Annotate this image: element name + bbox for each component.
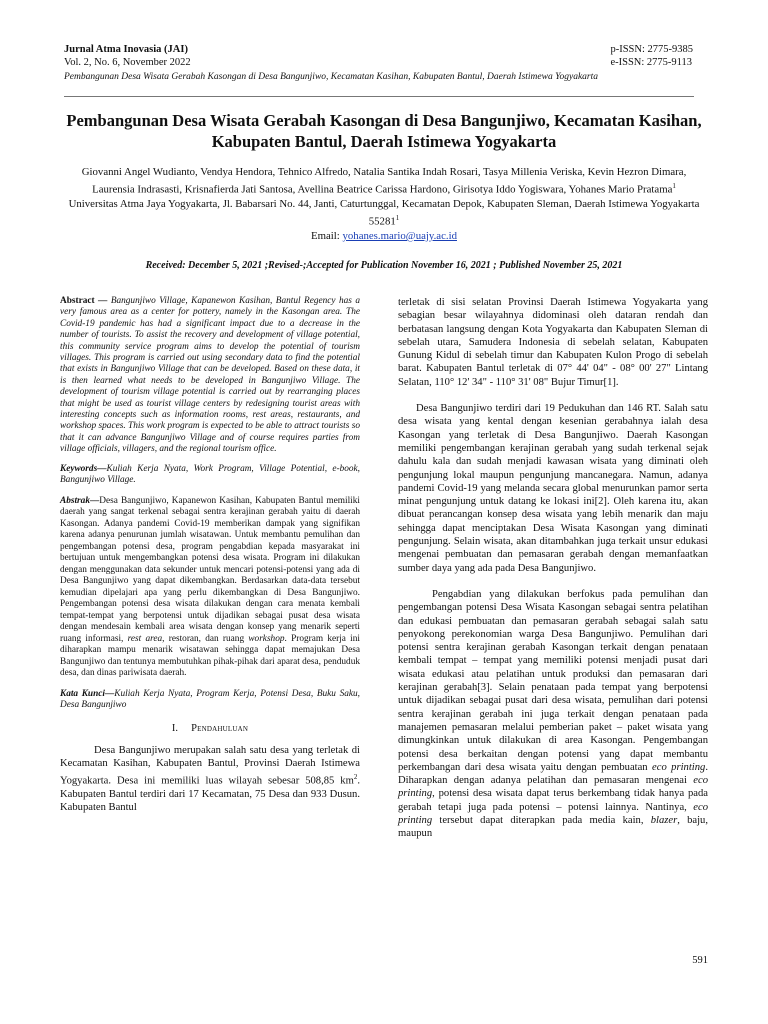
paper-title: Pembangunan Desa Wisata Gerabah Kasongan di Desa Bangunjiwo, Kecamatan Kasihan, Kabupaten Bantul, Daerah Istimewa Yogyakarta [66, 111, 702, 151]
journal-header-left [64, 43, 191, 69]
eco-printing-1: eco printing [652, 761, 706, 773]
abstrak-workshop: workshop [248, 633, 285, 644]
header-divider [64, 96, 694, 97]
intro-paragraph-left [60, 744, 360, 815]
email-link[interactable]: yohanes.mario@uajy.ac.id [342, 230, 457, 242]
section-title: Pendahuluan [191, 723, 249, 735]
section-number: I. [171, 723, 178, 735]
abstrak-indonesian [60, 496, 360, 680]
blazer-term: blazer [650, 814, 678, 826]
kata-kunci-lead: Kata Kunci— [60, 688, 115, 699]
abstract-lead: Abstract — [60, 296, 111, 306]
kata-kunci-text: Kuliah Kerja Nyata, Program Kerja, Potensi Desa, Buku Saku, Desa Bangunjiwo [60, 688, 360, 710]
keywords-lead: Keywords— [60, 463, 107, 474]
author-sup: 1 [672, 182, 676, 191]
journal-name: Jurnal Atma Inovasia (JAI) [64, 44, 188, 55]
author-block [64, 165, 704, 243]
page-number: 591 [692, 955, 708, 966]
abstrak-rest-area: rest area [127, 633, 163, 644]
paragraph-location: terletak di sisi selatan Provinsi Daerah Istimewa Yogyakarta yang sebagian besar wilayahnya didominasi oleh dataran rendah dan berbatasan langsung dengan Kota Yogyakarta dan Kabupaten Sleman di sebelah utara, Samudera Indonesia di sebelah selatan, Kabupaten Gunung Kidul di sebelah timur dan Kabupaten Kulon Progo di sebelah barat. Kabupaten Bantul terletak di 07° 44' 04" - 08° 00' 27" Lintang Selatan, 110° 12' 34" - 110° 31' 08" Bujur Timur[1]. [398, 297, 708, 388]
running-title: Pembangunan Desa Wisata Gerabah Kasongan di Desa Bangunjiwo, Kecamatan Kasihan, Kabupaten Bantul, Daerah Istimewa Yogyakarta [64, 72, 599, 82]
paragraph-pengabdian [398, 588, 708, 841]
keywords-english [60, 464, 360, 487]
abstrak-text-3: . Program kerja ini diharapkan mampu menarik wisatawan sehingga dapat memajukan Desa Bangunjiwo dan tentunya membutuhkan pihak-pihak dari aparat desa, penduduk desa, dan dinas pariwisata daerah. [60, 633, 360, 678]
affiliation-sup: 1 [395, 214, 400, 223]
journal-header-right [610, 43, 693, 69]
section-heading-intro [60, 723, 360, 736]
paragraph-bangunjiwo: Desa Bangunjiwo terdiri dari 19 Pedukuhan dan 146 RT. Salah satu desa wisata yang kental dengan kesenian gerabahnya ialah desa Kasongan yang terletak di Desa Bangunjiwo. Daerah Kasongan memiliki pengembangan kerajinan gerabah yang sudah terkenal sejak dahulu kala dan sudah menjadi kawasan wisata yang diminati oleh pengunjung lokal maupun pengunjung mancanegara. Namun, adanya pandemi Covid-19 yang melanda secara global menurunkan pamor serta minat pengunjung untuk datang ke lokasi ini[2]. Oleh karena itu, akan dibuat perancangan konsep desa wisata yang lebih menarik dan maju sehingga dapat menciptakan Desa Wisata Kasongan yang diminati pengunjung. Selain wisata, akan ditambahkan juga terkait unsur edukasi mengenai pembuatan dan pemasaran gerabah dengan memanfaatkan sumber daya yang ada pada Desa Bangunjiwo. [398, 403, 708, 574]
e-issn: e-ISSN: 2775-9113 [610, 57, 693, 68]
received-dates: Received: December 5, 2021 ;Revised-;Accepted for Publication November 16, 2021 ; Published November 25, 2021 [145, 260, 623, 271]
eco-printing-3: eco printing [398, 801, 708, 826]
abstrak-text-2: , restoran, dan ruang [162, 633, 249, 644]
journal-volume: Vol. 2, No. 6, November 2022 [64, 57, 191, 68]
pengabdian-text-e: , baju, maupun [398, 814, 709, 840]
affiliation: Universitas Atma Jaya Yogyakarta, Jl. Babarsari No. 44, Janti, Caturtunggal, Kecamatan Depok, Kabupaten Sleman, Daerah Istimewa Yogyakarta 55281 [68, 198, 700, 228]
pengabdian-text-a: Pengabdian yang dilakukan berfokus pada pemulihan dan pengembangan potensi Desa Wisata Kasongan sebagai sentra pelatihan dan edukasi pembuatan dan pemasaran gerabah sebagai salah satu penyokong perekonomian warga Desa Bangunjiwo. Pemulihan dari potensi sentra kerajinan gerabah Kasongan terkait dengan penataan kembali tempat – tempat yang memiliki potensi menjadi pusat dari wisata edukasi atau pelatihan untuk produksi dan pemasaran dari kerajinan gerabah[3]. Selain penataan pada tempat yang berpotensi untuk dijadikan sebagai pusat dari desa wisata, pemulihan dari potensi sentra kerajinan gerabah ini juga terkait dengan penataan pada manajemen pemasaran melalui pemberian paket – paket wisata yang dimungkinkan untuk dilakukan di area Kasongan. Pengembangan potensi desa berkaitan dengan potensi yang dapat membantu perkembangan dari desa wisata yaitu dengan pembuatan [398, 588, 708, 773]
author-names: Giovanni Angel Wudianto, Vendya Hendora, Tehnico Alfredo, Natalia Santika Indah Rosari, Tasya Millenia Veriska, Kevin Hezron Dimara, Laurensia Indrasasti, Krisnafierda Jati Santosa, Avellina Beatrice Carissa Hardono, Girisotya Iddo Yogiswara, Yohanes Mario Pratama [81, 166, 687, 196]
intro-text-2: . Kabupaten Bantul terdiri dari 17 Kecamatan, 75 Desa dan 933 Dusun. Kabupaten Bantul [60, 775, 360, 814]
eco-printing-2: eco printing [398, 775, 708, 800]
keywords-text: Kuliah Kerja Nyata, Work Program, Village Potential, e-book, Bangunjiwo Village. [60, 463, 360, 486]
intro-sup: 2 [353, 772, 358, 781]
abstrak-text-1: Desa Bangunjiwo, Kapanewon Kasihan, Kabupaten Bantul memiliki daerah yang sangat terkenal sebagai sentra kerajinan gerabah yaitu di daerah Kasongan. Adanya pandemi Covid-19 memberikan dampak yang signifikan karena adanya penurunan jumlah wisatawan. Untuk membantu pemulihan dan pengembangan potensi desa, program pengabdian kepada masyarakat ini bertujuan untuk mengembangkan potensi desa wisata. Program ini dilakukan dengan menggunakan data sekunder untuk mencari potensi-potensi yang ada di Desa Bangunjiwo yang dapat dikembangkan. Berdasarkan data-data tersebut kemudian dipelajari apa yang perlu dikembangkan di Desa Bangunjiwo. Pengembangan potensi desa wisata dilakukan dengan cara menata kembali tempat-tempat yang berpotensi untuk dijadikan sebagai pusat desa wisata dengan mendesain kembali area wisata dengan konsep yang menarik seperti ruang informasi, [60, 495, 360, 644]
abstrak-lead: Abstrak— [60, 495, 100, 506]
pengabdian-text-b: . Diharapkan dengan adanya pelatihan dan pemasaran mengenai [398, 761, 708, 787]
abstract-english [60, 296, 360, 456]
pengabdian-text-d: tersebut dapat diterapkan pada media kain, [432, 814, 651, 826]
abstract-text: Bangunjiwo Village, Kapanewon Kasihan, Bantul Regency has a very famous area as a center for pottery, namely in the Kasongan area. The Covid-19 pandemic has had a significant impact due to a decrease in the number of tourists. To assist the recovery and development of village potential, this community service program aims to develop the potential of tourism villages. This program is carried out using secondary data to find the potential that exists in Bangunjiwo Village that can be developed. Based on these data, it is then learned what needs to be developed in Bangunjiwo Village. The development of tourism village potential is carried out by rearranging places that might be used as tourist village centers by redesigning tourist areas with interesting concepts such as information rooms, rest areas, restaurants, and workshop spaces. This work program is expected to be able to attract tourists so that it can advance Bangunjiwo Village and of course requires parties from village officials, villagers, and the regional tourism office. [60, 296, 361, 455]
p-issn: p-ISSN: 2775-9385 [610, 44, 693, 55]
intro-text-1: Desa Bangunjiwo merupakan salah satu desa yang terletak di Kecamatan Kasihan, Kabupaten Bantul, Provinsi Daerah Istimewa Yogyakarta. Desa ini memiliki luas wilayah sebesar 508,85 km [60, 744, 360, 787]
right-column [398, 296, 708, 841]
pengabdian-text-c: , potensi desa wisata dapat terus berkembang tidak hanya pada gerabah tetapi juga pada potensi – potensi lainnya. Nantinya, [398, 788, 708, 813]
email-label: Email: [311, 230, 343, 242]
kata-kunci [60, 689, 360, 712]
left-column [60, 296, 360, 814]
